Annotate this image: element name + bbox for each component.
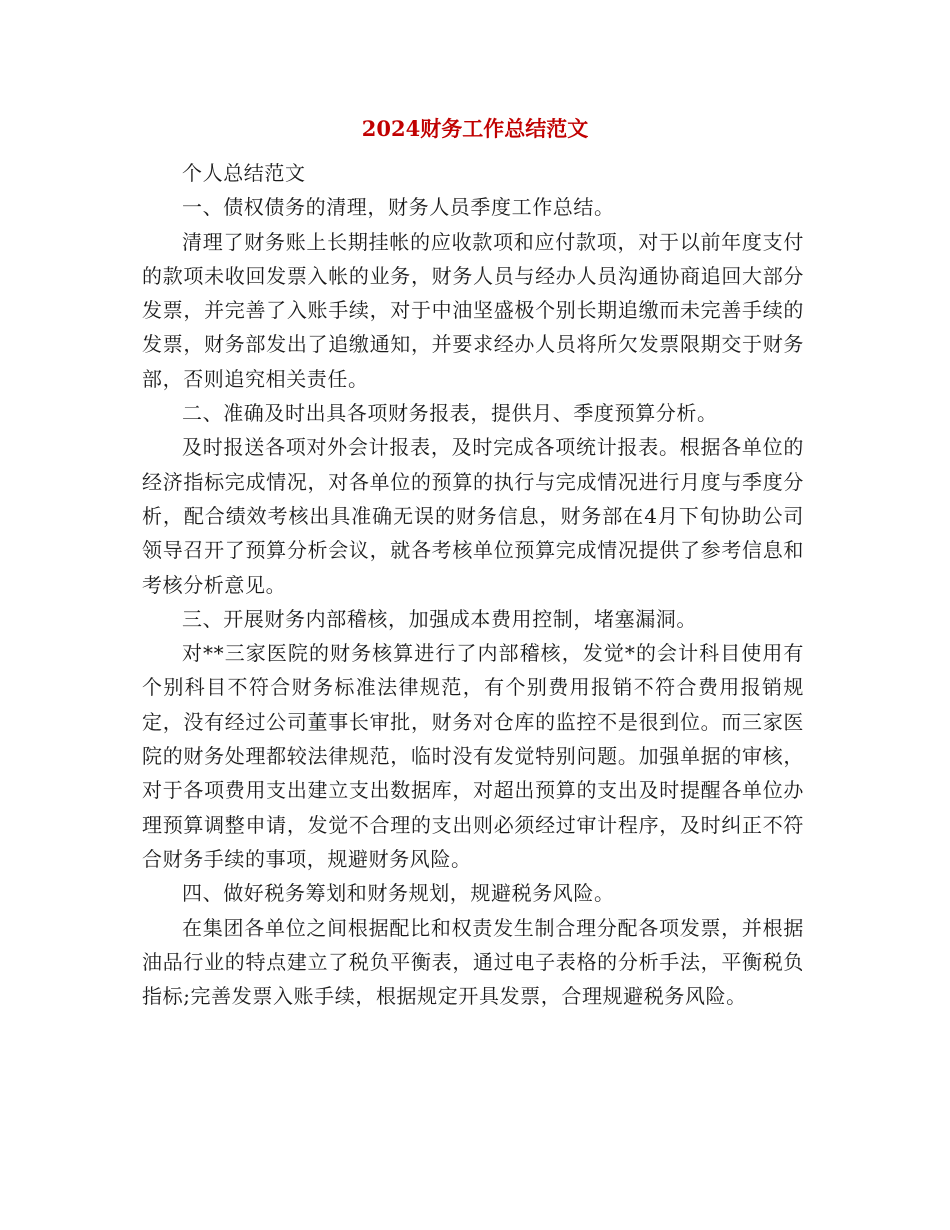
paragraph-section-4: 在集团各单位之间根据配比和权责发生制合理分配各项发票，并根据油品行业的特点建立了税负平衡表，通过电子表格的分析手法，平衡税负指标;完善发票入账手续，根据规定开具发票，合理规避税务风险。: [142, 915, 804, 1009]
document-body: [142, 156, 804, 1013]
section-heading-4: 四、做好税务筹划和财务规划，规避税务风险。: [182, 881, 615, 906]
paragraph-section-2: 及时报送各项对外会计报表，及时完成各项统计报表。根据各单位的经济指标完成情况，对各单位的预算的执行与完成情况进行月度与季度分析，配合绩效考核出具准确无误的财务信息，财务部在4月下旬协助公司领导召开了预算分析会议，就各考核单位预算完成情况提供了参考信息和考核分析意见。: [142, 435, 804, 597]
document-title: 2024财务工作总结范文: [361, 116, 589, 141]
paragraph-section-1: 清理了财务账上长期挂帐的应收款项和应付款项，对于以前年度支付的款项未收回发票入帐的业务，财务人员与经办人员沟通协商追回大部分发票，并完善了入账手续，对于中油坚盛极个别长期追缴而未完善手续的发票，财务部发出了追缴通知，并要求经办人员将所欠发票限期交于财务部，否则追究相关责任。: [142, 229, 804, 391]
section-heading-2: 二、准确及时出具各项财务报表，提供月、季度预算分析。: [182, 401, 718, 426]
section-heading-1: 一、债权债务的清理，财务人员季度工作总结。: [182, 195, 615, 220]
paragraph-section-3: 对**三家医院的财务核算进行了内部稽核，发觉*的会计科目使用有个别科目不符合财务标准法律规范，有个别费用报销不符合费用报销规定，没有经过公司董事长审批，财务对仓库的监控不是很到位。而三家医院的财务处理都较法律规范，临时没有发觉特别问题。加强单据的审核，对于各项费用支出建立支出数据库，对超出预算的支出及时提醒各单位办理预算调整申请，发觉不合理的支出则必须经过审计程序，及时纠正不符合财务手续的事项，规避财务风险。: [142, 641, 804, 871]
section-heading-3: 三、开展财务内部稽核，加强成本费用控制，堵塞漏洞。: [182, 606, 697, 631]
paragraph-heading-personal-summary: 个人总结范文: [182, 161, 306, 185]
